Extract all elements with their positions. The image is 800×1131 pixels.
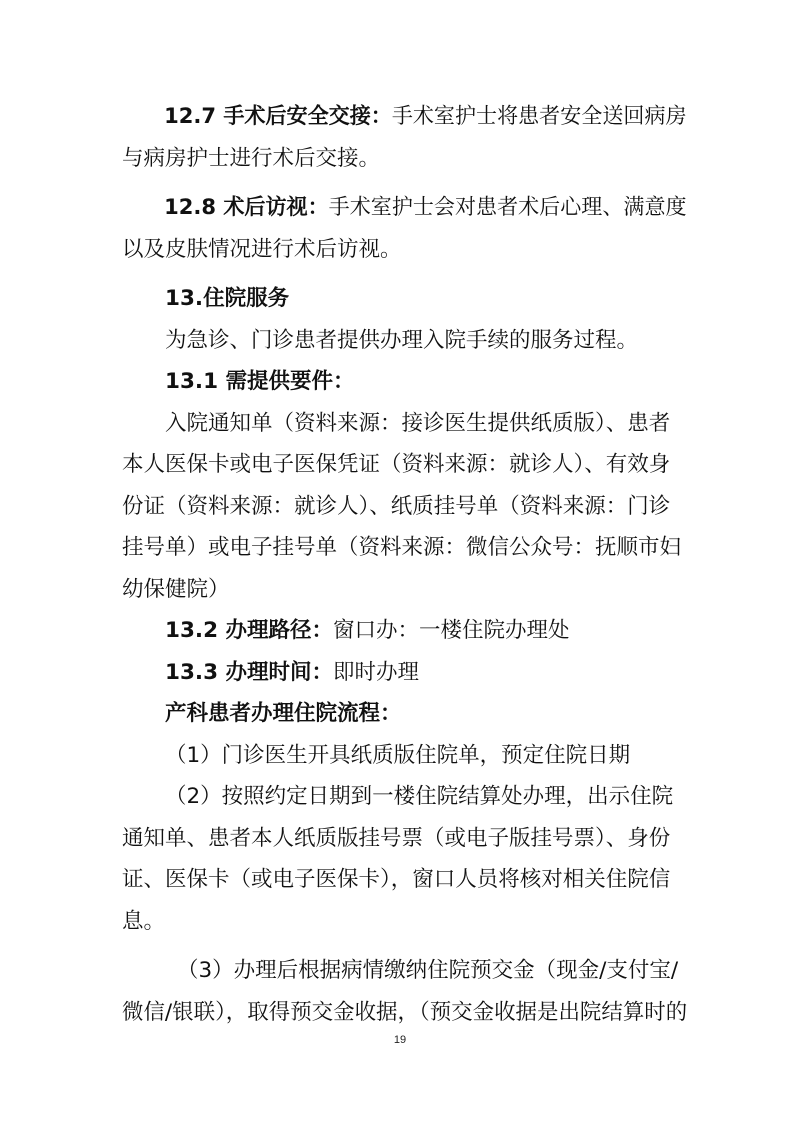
section-12-8-line-1 xyxy=(122,187,687,229)
flow-step-1: （1）门诊医生开具纸质版住院单，预定住院日期 xyxy=(165,742,631,768)
section-13-2-line xyxy=(122,610,687,652)
flow-step-3-line-2: 微信/银联），取得预交金收据，（预交金收据是出院结算时的 xyxy=(122,999,688,1025)
section-13-2-text: 窗口办：一楼住院办理处 xyxy=(333,618,570,643)
section-13-1-heading: 13.1 需提供要件： xyxy=(165,369,355,394)
section-13-3-text: 即时办理 xyxy=(333,659,420,685)
section-13-2-heading: 13.2 办理路径： xyxy=(165,618,334,643)
section-13-1-line-2: 本人医保卡或电子医保凭证（资料来源：就诊人）、有效身 xyxy=(122,452,671,477)
flow-step-2-line-1: （2）按照约定日期到一楼住院结算处办理，出示住院 xyxy=(165,784,674,809)
flow-step-2-line-3: 证、医保卡（或电子医保卡），窗口人员将核对相关住院信 xyxy=(122,867,671,892)
section-12-8-text: 手术室护士会对患者术后心理、满意度 xyxy=(328,195,687,220)
section-13-3-heading: 13.3 办理时间： xyxy=(165,659,334,685)
flow-step-3-line-1: （3）办理后根据病情缴纳住院预交金（现金/支付宝/ xyxy=(177,958,679,983)
section-12-8-heading: 12.8 术后访视： xyxy=(164,195,329,220)
section-13-3-line xyxy=(122,652,687,694)
flow-heading: 产科患者办理住院流程： xyxy=(165,701,402,726)
section-13-heading: 13.住院服务 xyxy=(165,286,290,311)
flow-step-2-line-2: 通知单、患者本人纸质版挂号票（或电子版挂号票）、身份 xyxy=(122,825,671,851)
section-12-7-text: 手术室护士将患者安全送回病房 xyxy=(391,104,687,129)
section-12-7-line-2: 与病房护士进行术后交接。 xyxy=(122,145,381,171)
section-12-7-heading: 12.7 手术后安全交接： xyxy=(164,104,392,129)
section-13-1-line-4: 挂号单）或电子挂号单（资料来源：微信公众号：抚顺市妇 xyxy=(122,535,682,560)
section-13-1-line-3: 份证（资料来源：就诊人）、纸质挂号单（资料来源：门诊 xyxy=(122,493,671,519)
section-13-1-line-5: 幼保健院） xyxy=(122,576,230,602)
page-number: 19 xyxy=(393,1034,407,1046)
section-12-8-line-2: 以及皮肤情况进行术后访视。 xyxy=(122,236,402,262)
page-body xyxy=(122,96,687,1033)
section-13-description: 为急诊、门诊患者提供办理入院手续的服务过程。 xyxy=(165,327,639,353)
section-13-1-line-1: 入院通知单（资料来源：接诊医生提供纸质版）、患者 xyxy=(165,410,671,436)
flow-step-2-line-4: 息。 xyxy=(122,908,166,934)
section-12-7-line-1 xyxy=(122,96,687,138)
